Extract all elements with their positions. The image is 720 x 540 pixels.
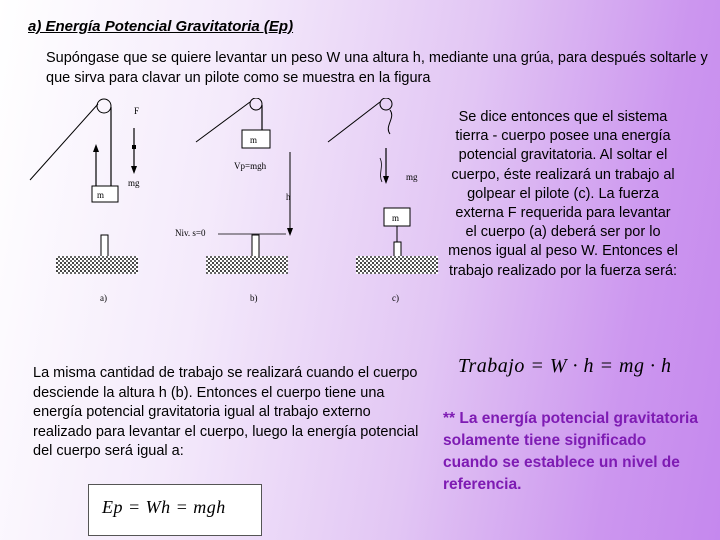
intro-paragraph: Supóngase que se quiere levantar un peso W una altura h, mediante una grúa, para después soltarle y que sirva para clavar un pilote como se muestra en la figura (46, 50, 708, 86)
arrow-down-icon (287, 228, 293, 236)
panel-b (175, 98, 293, 303)
arrow-down-icon (131, 166, 137, 174)
label-mg-a: mg (128, 178, 140, 188)
panel-a (30, 99, 140, 303)
pile-a (101, 235, 108, 257)
panel-c (328, 98, 438, 303)
block-m-a (92, 186, 118, 202)
label-m-c: m (392, 213, 400, 223)
ground-a (56, 256, 138, 274)
pile-b (252, 235, 259, 257)
pulley-b (250, 98, 262, 110)
ground-b (206, 256, 288, 274)
work-equation: Trabajo = W · h = mg · h (458, 355, 672, 377)
caption-b: b) (250, 293, 258, 303)
caption-a: a) (100, 293, 107, 303)
reference-level-note: ** La energía potencial gravitatoria solamente tiene significado cuando se establece un nivel de referencia. (443, 410, 698, 493)
pulley-a (97, 99, 111, 113)
arrow-up-icon (93, 144, 99, 152)
slide-title: a) Energía Potencial Gravitatoria (Ep) (28, 18, 294, 35)
crane-boom-a (30, 104, 98, 180)
energy-equation: Ep = Wh = mgh (102, 497, 226, 517)
caption-c: c) (392, 293, 399, 303)
motion-line-c (380, 158, 382, 182)
label-nivel: Niv. s=0 (175, 228, 206, 238)
label-m-a: m (97, 190, 105, 200)
label-m-b: m (250, 135, 258, 145)
crane-boom-c (328, 102, 380, 142)
label-vp: Vp=mgh (234, 161, 267, 171)
pulley-c (380, 98, 392, 110)
ground-c (356, 256, 438, 274)
label-f: F (134, 106, 140, 116)
descent-paragraph: La misma cantidad de trabajo se realizará cuando el cuerpo desciende la altura h (b). Entonces el cuerpo tiene una energía potencial gravitatoria igual al trabajo externo realizado para levantar el cuerpo, luego la energía potencial del cuerpo será igual a: (33, 365, 419, 460)
arrow-down-icon (383, 176, 389, 184)
crane-pile-figure (28, 98, 438, 313)
loose-cable-c (388, 110, 391, 134)
explanation-paragraph: Se dice entonces que el sistema tierra - cuerpo posee una energía potencial gravitatoria. Al soltar el cuerpo, éste realizará un trabajo al golpear el pilote (c). La fuerza externa F requerida para levantar el cuerpo (a) deberá ser por lo menos igual al peso W. Entonces el trabajo realizado por la fuerza será: (448, 109, 678, 279)
label-mg-c: mg (406, 172, 418, 182)
label-h: h (286, 192, 291, 202)
mass-dot-a (132, 145, 136, 149)
